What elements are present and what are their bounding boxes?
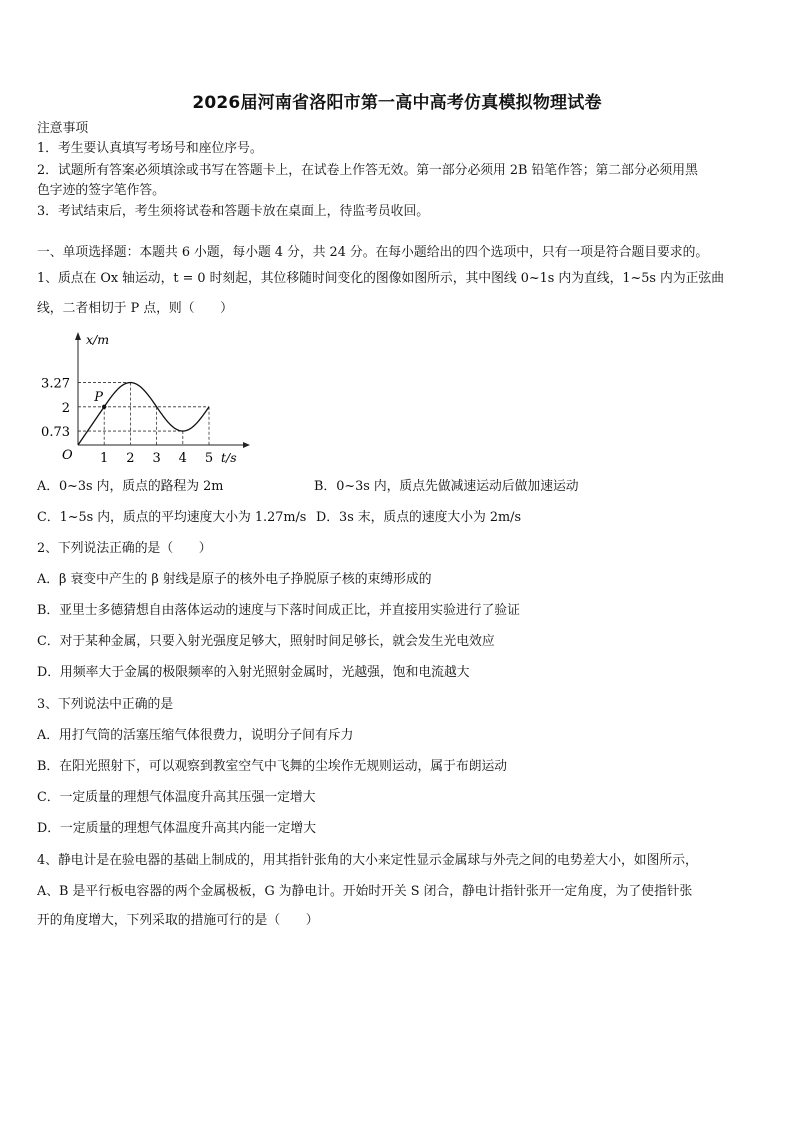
question-1-option-d: D．3s 末，质点的速度大小为 2m/s: [316, 510, 522, 525]
x-axis-arrow: [243, 442, 250, 448]
x-tick-label: 3: [152, 451, 161, 466]
question-2-stem: 2、下列说法正确的是（ ）: [37, 541, 212, 556]
question-1-stem-cont: 线，二者相切于 P 点，则（ ）: [37, 301, 233, 316]
x-tick-label: 4: [178, 451, 187, 466]
y-axis-label: x/m: [86, 332, 110, 347]
question-2-option-b: B．亚里士多德猜想自由落体运动的速度与下落时间成正比，并直接用实验进行了验证: [37, 603, 520, 618]
y-axis-arrow: [75, 332, 81, 340]
point-p: [102, 405, 106, 409]
question-1-option-c: C．1~5s 内，质点的平均速度大小为 1.27m/s: [37, 510, 307, 525]
question-4-stem: 4、静电计是在验电器的基础上制成的，用其指针张角的大小来定性显示金属球与外壳之间的电势差大小，如图所示，: [37, 853, 698, 868]
question-1-option-a: A．0~3s 内，质点的路程为 2m: [37, 479, 224, 494]
question-3-option-d: D．一定质量的理想气体温度升高其内能一定增大: [37, 821, 316, 836]
question-4-stem-cont: A、B 是平行板电容器的两个金属极板，G 为静电计。开始时开关 S 闭合，静电计指针张开一定角度，为了使指针张: [37, 884, 693, 899]
question-3-option-c: C．一定质量的理想气体温度升高其压强一定增大: [37, 790, 316, 805]
x-tick-label: 1: [100, 451, 109, 466]
notice-item: 色字迹的签字笔作答。: [37, 183, 165, 198]
question-3-stem: 3、下列说法中正确的是: [37, 697, 174, 712]
question-3-option-a: A．用打气筒的活塞压缩气体很费力，说明分子间有斥力: [37, 728, 354, 743]
question-2-option-a: A．β 衰变中产生的 β 射线是原子的核外电子挣脱原子核的束缚形成的: [37, 572, 432, 587]
notice-item: 3．考试结束后，考生须将试卷和答题卡放在桌面上，待监考员收回。: [37, 204, 430, 219]
page-title: 2026届河南省洛阳市第一高中高考仿真模拟物理试卷: [192, 93, 602, 113]
question-1-stem: 1、质点在 Ox 轴运动，t = 0 时刻起，其位移随时间变化的图像如图所示，其中图线 0~1s 内为直线，1~5s 内为正弦曲: [37, 271, 725, 286]
question-2-option-d: D．用频率大于金属的极限频率的入射光照射金属时，光越强，饱和电流越大: [37, 665, 470, 680]
section-heading: 一、单项选择题：本题共 6 小题，每小题 4 分，共 24 分。在每小题给出的四个选项中，只有一项是符合题目要求的。: [37, 245, 709, 260]
notice-heading: 注意事项: [37, 121, 89, 136]
x-axis-label: t/s: [221, 450, 237, 465]
y-tick-label: 0.73: [41, 425, 70, 441]
question-3-option-b: B．在阳光照射下，可以观察到教室空气中飞舞的尘埃作无规则运动，属于布朗运动: [37, 759, 508, 774]
y-tick-label: 3.27: [41, 376, 70, 392]
notice-item: 2．试题所有答案必须填涂或书写在答题卡上，在试卷上作答无效。第一部分必须用 2B 铅笔作答；第二部分必须用黑: [37, 163, 698, 178]
displacement-time-graph: [40, 328, 255, 470]
x-tick-label: 5: [204, 451, 214, 466]
point-p-label: P: [94, 389, 103, 405]
notice-item: 1．考生要认真填写考场号和座位序号。: [37, 141, 263, 156]
question-2-option-c: C．对于某种金属，只要入射光强度足够大，照射时间足够长，就会发生光电效应: [37, 634, 495, 649]
y-tick-label: 2: [61, 400, 70, 416]
question-4-stem-cont: 开的角度增大，下列采取的措施可行的是（ ）: [37, 913, 319, 928]
origin-label: O: [62, 448, 73, 463]
x-tick-label: 2: [126, 451, 135, 466]
question-1-option-b: B．0~3s 内，质点先做减速运动后做加速运动: [314, 479, 579, 494]
